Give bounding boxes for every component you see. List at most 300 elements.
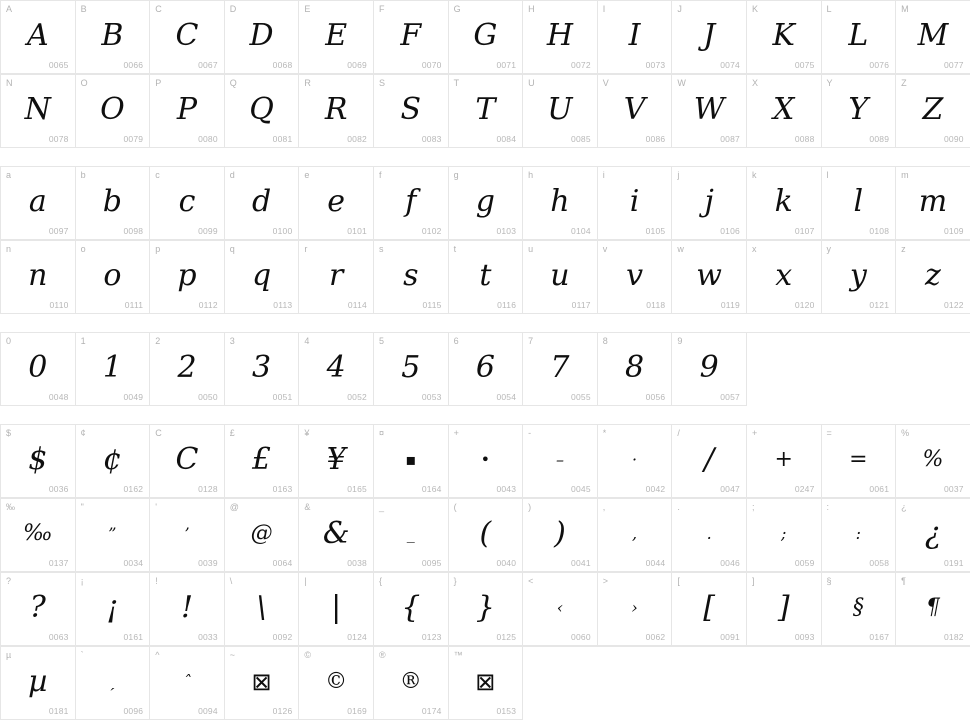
char-glyph: k xyxy=(774,184,793,219)
charmap-cell[interactable] xyxy=(449,241,524,314)
char-glyph: 7 xyxy=(550,350,570,385)
charmap-cell[interactable] xyxy=(672,333,747,406)
charmap-cell[interactable] xyxy=(76,499,151,572)
char-glyph: : xyxy=(855,524,862,543)
char-glyph: ; xyxy=(781,524,787,543)
charmap-cell[interactable] xyxy=(299,573,374,646)
char-glyph: ¿ xyxy=(924,516,941,551)
char-code-label: 0046 xyxy=(720,558,740,568)
char-source-label: l xyxy=(826,170,829,180)
char-glyph: h xyxy=(550,184,570,219)
charmap-cell[interactable] xyxy=(225,647,300,720)
char-source-label: 6 xyxy=(453,336,459,346)
charmap-cell[interactable] xyxy=(299,333,374,406)
charmap-cell[interactable] xyxy=(598,573,673,646)
char-code-label: 0045 xyxy=(571,484,591,494)
char-source-label: Z xyxy=(901,78,907,88)
char-source-label: 3 xyxy=(229,336,235,346)
charmap-cell[interactable] xyxy=(150,333,225,406)
charmap-cell[interactable] xyxy=(449,333,524,406)
char-code-label: 0164 xyxy=(421,484,442,494)
char-code-label: 0163 xyxy=(272,484,293,494)
charmap-cell[interactable] xyxy=(523,499,598,572)
charmap-cell[interactable] xyxy=(374,167,449,240)
char-glyph: £ xyxy=(252,442,272,477)
char-source-label: w xyxy=(677,244,684,254)
char-glyph: 9 xyxy=(699,350,719,385)
char-source-label: ? xyxy=(6,576,12,586)
char-source-label: 9 xyxy=(677,336,683,346)
char-glyph: b xyxy=(102,184,122,219)
char-code-label: 0105 xyxy=(645,226,666,236)
charmap-cell[interactable] xyxy=(747,241,822,314)
charmap-cell[interactable] xyxy=(523,1,598,74)
char-code-label: 0107 xyxy=(794,226,815,236)
char-code-label: 0056 xyxy=(645,392,666,402)
charmap-cell-empty xyxy=(896,333,970,406)
char-code-label: 0054 xyxy=(496,392,517,402)
char-glyph: $ xyxy=(28,442,48,477)
char-glyph: + xyxy=(774,447,793,472)
char-source-label: U xyxy=(528,78,535,88)
charmap-cell[interactable] xyxy=(374,647,449,720)
char-source-label: ‰ xyxy=(6,502,15,512)
charmap-cell[interactable] xyxy=(299,647,374,720)
char-glyph: [ xyxy=(703,590,715,625)
char-glyph: \ xyxy=(256,590,267,625)
char-code-label: 0043 xyxy=(496,484,517,494)
charmap-cell[interactable] xyxy=(747,1,822,74)
charmap-cell[interactable] xyxy=(896,75,970,148)
charmap-cell[interactable] xyxy=(449,425,524,498)
char-source-label: ™ xyxy=(453,650,463,660)
charmap-cell[interactable] xyxy=(523,425,598,498)
charmap-cell[interactable] xyxy=(150,1,225,74)
char-code-label: 0174 xyxy=(421,706,442,716)
char-source-label: B xyxy=(80,4,87,14)
char-glyph: f xyxy=(405,184,417,219)
charmap-cell[interactable] xyxy=(822,241,897,314)
charmap-cell[interactable] xyxy=(76,75,151,148)
char-glyph: 4 xyxy=(326,350,346,385)
charmap-cell[interactable] xyxy=(449,573,524,646)
char-source-label: ' xyxy=(155,502,157,512)
charmap-cell[interactable] xyxy=(225,167,300,240)
char-glyph: L xyxy=(848,18,869,53)
char-glyph: § xyxy=(852,595,864,620)
charmap-cell[interactable] xyxy=(225,333,300,406)
char-source-label: M xyxy=(901,4,909,14)
charmap-cell[interactable] xyxy=(747,573,822,646)
char-source-label: ) xyxy=(528,502,532,512)
char-source-label: ( xyxy=(453,502,457,512)
charmap-cell[interactable] xyxy=(449,647,524,720)
charmap-cell[interactable] xyxy=(76,333,151,406)
char-glyph: Q xyxy=(249,92,274,127)
char-source-label: r xyxy=(304,244,308,254)
char-source-label: 2 xyxy=(155,336,161,346)
charmap-cell[interactable] xyxy=(374,425,449,498)
charmap-cell[interactable] xyxy=(523,167,598,240)
char-code-label: 0108 xyxy=(869,226,890,236)
charmap-cell[interactable] xyxy=(299,1,374,74)
char-glyph: V xyxy=(623,92,646,127)
char-source-label: " xyxy=(80,502,84,512)
char-source-label: t xyxy=(453,244,457,254)
charmap-cell[interactable] xyxy=(672,1,747,74)
char-glyph: w xyxy=(696,258,722,293)
charmap-cell[interactable] xyxy=(1,333,76,406)
char-source-label: £ xyxy=(229,428,235,438)
char-source-label: C xyxy=(155,428,162,438)
charmap-cell-empty xyxy=(598,647,673,720)
char-source-label: T xyxy=(453,78,460,88)
char-source-label: + xyxy=(453,428,459,438)
char-code-label: 0037 xyxy=(944,484,964,494)
charmap-cell[interactable] xyxy=(150,499,225,572)
char-glyph: ) xyxy=(554,516,566,551)
char-source-label: S xyxy=(378,78,385,88)
charmap-cell[interactable] xyxy=(225,499,300,572)
char-glyph: W xyxy=(693,92,725,127)
char-source-label: y xyxy=(826,244,832,254)
char-glyph: u xyxy=(550,258,570,293)
charmap-cell[interactable] xyxy=(299,425,374,498)
char-source-label: v xyxy=(602,244,608,254)
charmap-cell[interactable] xyxy=(896,499,970,572)
charmap-cell[interactable] xyxy=(374,499,449,572)
char-code-label: 0098 xyxy=(123,226,144,236)
char-code-label: 0102 xyxy=(421,226,442,236)
char-glyph: c xyxy=(178,184,196,219)
char-source-label: z xyxy=(901,244,906,254)
charmap-cell[interactable] xyxy=(299,241,374,314)
charmap-cell[interactable] xyxy=(896,167,970,240)
charmap-cell[interactable] xyxy=(598,75,673,148)
char-glyph: j xyxy=(704,184,714,219)
char-code-label: 0052 xyxy=(347,392,367,402)
char-source-label: q xyxy=(229,244,235,254)
char-code-label: 0110 xyxy=(49,300,69,310)
charmap-cell[interactable] xyxy=(822,499,897,572)
char-code-label: 0085 xyxy=(571,134,591,144)
char-glyph: 3 xyxy=(252,350,272,385)
charmap-cell[interactable] xyxy=(672,167,747,240)
charmap-row-uppercase xyxy=(0,74,970,148)
char-glyph: ‰ xyxy=(23,521,53,546)
charmap-cell[interactable] xyxy=(299,167,374,240)
char-glyph: l xyxy=(853,184,864,219)
char-code-label: 0092 xyxy=(272,632,293,642)
char-glyph: / xyxy=(704,442,715,477)
charmap-cell[interactable] xyxy=(672,75,747,148)
char-source-label: % xyxy=(901,428,910,438)
char-glyph: • xyxy=(480,450,491,469)
charmap-cell[interactable] xyxy=(747,499,822,572)
charmap-cell[interactable] xyxy=(299,75,374,148)
char-code-label: 0191 xyxy=(944,558,964,568)
char-glyph: A xyxy=(26,18,49,53)
char-code-label: 0161 xyxy=(123,632,144,642)
charmap-cell-empty xyxy=(822,647,897,720)
char-glyph: ? xyxy=(29,590,46,625)
char-code-label: 0090 xyxy=(944,134,964,144)
charmap-cell[interactable] xyxy=(299,499,374,572)
char-glyph: m xyxy=(918,184,948,219)
charmap-cell[interactable] xyxy=(76,647,151,720)
char-source-label: n xyxy=(6,244,12,254)
char-code-label: 0033 xyxy=(198,632,218,642)
charmap-cell[interactable] xyxy=(822,1,897,74)
charmap-cell[interactable] xyxy=(896,241,970,314)
charmap-cell[interactable] xyxy=(449,499,524,572)
char-source-label: a xyxy=(6,170,12,180)
char-glyph: X xyxy=(773,92,795,127)
char-source-label: 8 xyxy=(602,336,608,346)
char-code-label: 0042 xyxy=(645,484,666,494)
char-glyph: } xyxy=(475,590,495,625)
char-glyph: g xyxy=(475,184,495,219)
char-code-label: 0109 xyxy=(944,226,964,236)
char-glyph: – xyxy=(555,450,564,469)
charmap-cell[interactable] xyxy=(1,499,76,572)
char-code-label: 0087 xyxy=(720,134,740,144)
char-glyph: ¥ xyxy=(326,442,346,477)
char-glyph: ¢ xyxy=(102,442,122,477)
charmap-cell[interactable] xyxy=(598,167,673,240)
charmap-cell[interactable] xyxy=(1,1,76,74)
charmap-cell[interactable] xyxy=(150,647,225,720)
char-code-label: 0095 xyxy=(421,558,442,568)
charmap-cell[interactable] xyxy=(896,573,970,646)
char-code-label: 0101 xyxy=(347,226,367,236)
charmap-cell[interactable] xyxy=(598,241,673,314)
char-code-label: 0064 xyxy=(272,558,293,568)
charmap-cell[interactable] xyxy=(672,499,747,572)
char-source-label: e xyxy=(304,170,310,180)
char-code-label: 0097 xyxy=(48,226,69,236)
charmap-cell[interactable] xyxy=(374,333,449,406)
char-code-label: 0049 xyxy=(123,392,144,402)
char-glyph: G xyxy=(473,18,498,53)
charmap-cell[interactable] xyxy=(822,425,897,498)
charmap-cell[interactable] xyxy=(523,241,598,314)
char-source-label: x xyxy=(751,244,757,254)
charmap-cell[interactable] xyxy=(374,75,449,148)
charmap-cell[interactable] xyxy=(672,425,747,498)
charmap-cell[interactable] xyxy=(523,75,598,148)
charmap-cell[interactable] xyxy=(225,425,300,498)
char-source-label: o xyxy=(80,244,86,254)
char-code-label: 0071 xyxy=(496,60,517,70)
char-code-label: 0096 xyxy=(123,706,144,716)
charmap-cell[interactable] xyxy=(672,573,747,646)
charmap-cell[interactable] xyxy=(76,241,151,314)
charmap-cell-empty xyxy=(822,333,897,406)
char-source-label: j xyxy=(677,170,680,180)
charmap-cell[interactable] xyxy=(1,75,76,148)
char-glyph: a xyxy=(28,184,47,219)
char-source-label: } xyxy=(453,576,457,586)
char-code-label: 0058 xyxy=(869,558,890,568)
char-source-label: k xyxy=(751,170,757,180)
charmap-cell[interactable] xyxy=(76,1,151,74)
char-code-label: 0055 xyxy=(571,392,591,402)
char-glyph: Y xyxy=(848,92,869,127)
char-source-label: µ xyxy=(6,650,12,660)
char-source-label: + xyxy=(751,428,758,438)
charmap-cell[interactable] xyxy=(1,573,76,646)
char-source-label: P xyxy=(155,78,162,88)
char-code-label: 0059 xyxy=(794,558,815,568)
charmap-cell[interactable] xyxy=(822,167,897,240)
charmap-cell[interactable] xyxy=(225,573,300,646)
charmap-cell[interactable] xyxy=(1,167,76,240)
charmap-cell[interactable] xyxy=(449,1,524,74)
charmap-cell[interactable] xyxy=(225,1,300,74)
charmap-cell[interactable] xyxy=(76,573,151,646)
char-glyph: ⊠ xyxy=(475,668,496,696)
char-source-label: ^ xyxy=(155,650,160,660)
char-code-label: 0165 xyxy=(347,484,367,494)
charmap-cell[interactable] xyxy=(150,167,225,240)
char-glyph: M xyxy=(917,18,949,53)
charmap-cell[interactable] xyxy=(374,573,449,646)
char-code-label: 0104 xyxy=(571,226,591,236)
char-code-label: 0080 xyxy=(198,134,218,144)
charmap-cell[interactable] xyxy=(150,425,225,498)
char-source-label: < xyxy=(528,576,534,586)
charmap-cell[interactable] xyxy=(449,75,524,148)
char-code-label: 0103 xyxy=(496,226,517,236)
char-code-label: 0040 xyxy=(496,558,517,568)
charmap-cell[interactable] xyxy=(598,1,673,74)
charmap-row-lowercase xyxy=(0,240,970,314)
char-glyph: 2 xyxy=(177,350,197,385)
charmap-cell[interactable] xyxy=(896,425,970,498)
char-code-label: 0116 xyxy=(497,300,517,310)
charmap-row-lowercase xyxy=(0,166,970,240)
char-source-label: * xyxy=(602,428,607,438)
char-glyph: N xyxy=(24,92,51,127)
charmap-cell-empty xyxy=(747,333,822,406)
char-glyph: ¶ xyxy=(925,595,940,620)
charmap-cell[interactable] xyxy=(598,499,673,572)
charmap-cell[interactable] xyxy=(1,241,76,314)
char-code-label: 0057 xyxy=(720,392,740,402)
char-glyph: R xyxy=(324,92,348,127)
charmap-cell[interactable] xyxy=(896,1,970,74)
charmap-cell[interactable] xyxy=(747,425,822,498)
char-glyph: & xyxy=(322,516,350,551)
charmap-cell[interactable] xyxy=(150,241,225,314)
char-code-label: 0112 xyxy=(198,300,218,310)
char-glyph: © xyxy=(325,669,348,694)
char-glyph: q xyxy=(251,258,272,293)
charmap-cell[interactable] xyxy=(822,75,897,148)
char-code-label: 0137 xyxy=(48,558,69,568)
char-glyph: d xyxy=(251,184,272,219)
char-glyph: · xyxy=(632,450,638,469)
char-source-label: I xyxy=(602,4,606,14)
char-glyph: p xyxy=(177,258,197,293)
char-code-label: 0034 xyxy=(123,558,144,568)
char-glyph: T xyxy=(475,92,496,127)
char-glyph: S xyxy=(400,92,422,127)
char-source-label: m xyxy=(901,170,909,180)
charmap-cell[interactable] xyxy=(1,425,76,498)
char-code-label: 0038 xyxy=(347,558,367,568)
char-source-label: s xyxy=(378,244,384,254)
charmap-cell[interactable] xyxy=(747,75,822,148)
char-glyph: v xyxy=(626,258,644,293)
charmap-cell[interactable] xyxy=(225,75,300,148)
char-code-label: 0047 xyxy=(720,484,740,494)
char-glyph: | xyxy=(331,590,342,625)
char-glyph: I xyxy=(628,18,641,53)
char-code-label: 0084 xyxy=(496,134,517,144)
charmap-cell[interactable] xyxy=(598,333,673,406)
charmap-cell[interactable] xyxy=(150,573,225,646)
char-glyph: ’ xyxy=(184,524,190,543)
char-source-label: > xyxy=(602,576,609,586)
charmap-cell[interactable] xyxy=(598,425,673,498)
char-source-label: c xyxy=(155,170,160,180)
char-glyph: % xyxy=(922,447,944,472)
charmap-cell[interactable] xyxy=(374,1,449,74)
char-source-label: [ xyxy=(677,576,680,586)
charmap-cell[interactable] xyxy=(150,75,225,148)
char-source-label: 0 xyxy=(6,336,12,346)
char-glyph: ‹ xyxy=(556,598,564,617)
char-glyph: ” xyxy=(108,524,117,543)
charmap-cell[interactable] xyxy=(822,573,897,646)
char-code-label: 0074 xyxy=(720,60,740,70)
char-glyph: µ xyxy=(28,664,48,699)
charmap-cell[interactable] xyxy=(76,425,151,498)
char-glyph: ˆ xyxy=(182,672,191,691)
char-code-label: 0068 xyxy=(272,60,293,70)
char-code-label: 0094 xyxy=(198,706,218,716)
char-source-label: X xyxy=(751,78,758,88)
char-glyph: ¡ xyxy=(106,590,119,625)
charmap-cell[interactable] xyxy=(76,167,151,240)
char-source-label: ¥ xyxy=(304,428,310,438)
charmap-cell[interactable] xyxy=(672,241,747,314)
char-glyph: K xyxy=(772,18,795,53)
char-code-label: 0066 xyxy=(123,60,144,70)
char-code-label: 0078 xyxy=(48,134,69,144)
char-source-label: K xyxy=(751,4,758,14)
char-glyph: t xyxy=(479,258,492,293)
charmap-cell[interactable] xyxy=(449,167,524,240)
char-code-label: 0181 xyxy=(48,706,69,716)
charmap-cell[interactable] xyxy=(523,573,598,646)
char-code-label: 0061 xyxy=(869,484,890,494)
char-source-label: / xyxy=(677,428,680,438)
char-glyph: 8 xyxy=(625,350,645,385)
char-source-label: @ xyxy=(229,502,239,512)
char-source-label: \ xyxy=(229,576,233,586)
charmap-cell[interactable] xyxy=(225,241,300,314)
charmap-cell-empty xyxy=(523,647,598,720)
charmap-cell[interactable] xyxy=(747,167,822,240)
charmap-cell[interactable] xyxy=(523,333,598,406)
char-source-label: 1 xyxy=(80,336,86,346)
char-source-label: ~ xyxy=(229,650,236,660)
charmap-cell[interactable] xyxy=(374,241,449,314)
charmap-cell[interactable] xyxy=(1,647,76,720)
